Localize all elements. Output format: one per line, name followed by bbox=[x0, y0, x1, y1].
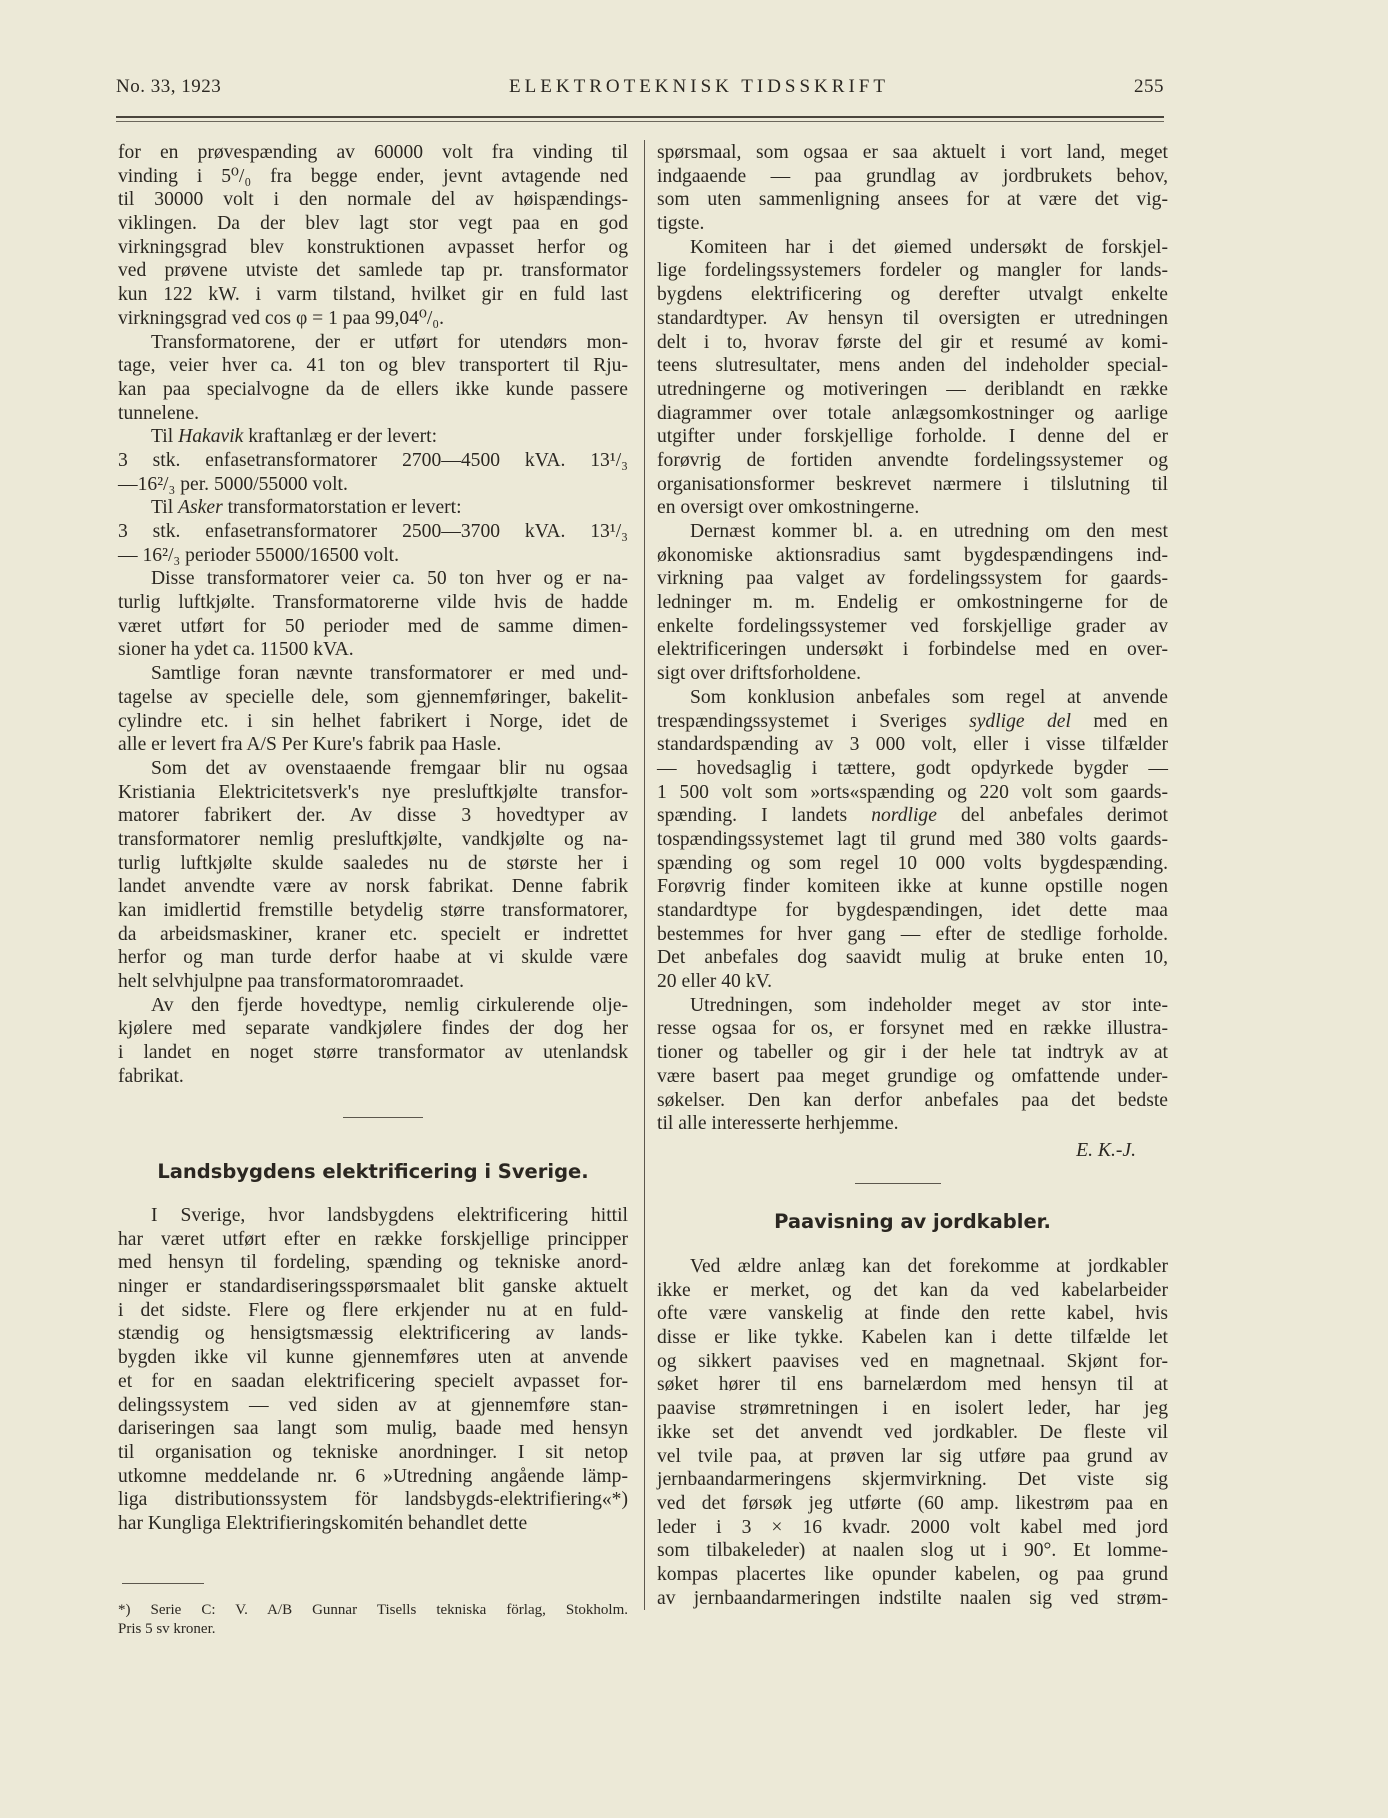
journal-title: ELEKTROTEKNISK TIDSSKRIFT bbox=[509, 76, 889, 97]
text-segment: del anbefales derimot bbox=[936, 805, 1168, 827]
italic-term: sydlige del bbox=[969, 710, 1071, 732]
text-line: ikke set det anvendt ved jordkabler. De fleste vil bbox=[657, 1421, 1168, 1443]
text-line: turlig luftkjølte skulde saaledes nu de største her i bbox=[118, 852, 628, 874]
text-segment: Til bbox=[151, 426, 179, 448]
text-line: ved prøvene utviste det samlede tap pr. transformator bbox=[118, 260, 628, 282]
page-number: 255 bbox=[1134, 76, 1164, 97]
text-line: bygdens elektrificering og derefter utvalgt enkelte bbox=[657, 284, 1168, 306]
footnote-rule bbox=[122, 1583, 204, 1584]
footnote-line: Pris 5 sv kroner. bbox=[118, 1621, 216, 1637]
text-line: standardtyper. Av hensyn til oversigten er utredningen bbox=[657, 307, 1168, 329]
text-line bbox=[657, 710, 1168, 734]
text-line: Komiteen har i det øiemed undersøkt de forskjel- bbox=[690, 236, 1168, 258]
text-line: Som det av ovenstaaende fremgaar blir nu ogsaa bbox=[151, 757, 628, 779]
text-line: utredningerne og motiveringen — deriblandt en række bbox=[657, 378, 1168, 400]
text-segment: transformatorstation er levert: bbox=[222, 497, 462, 519]
text-line: virkning paa valget av fordelingssystem for gaards- bbox=[657, 568, 1168, 590]
text-line: kjølere med separate vandkjølere findes der dog her bbox=[118, 1018, 628, 1040]
text-line bbox=[657, 804, 1168, 828]
text-line: ikke er merket, og det kan da ved kabelarbeider bbox=[657, 1279, 1168, 1301]
header-rule-thin bbox=[116, 121, 1164, 122]
text-line: diagrammer over totale anlægsomkostninger og aarlige bbox=[657, 402, 1168, 424]
text-line: da arbeidsmaskiner, kraner etc. specielt er indrettet bbox=[118, 923, 628, 945]
text-line: 1 500 volt som »orts«spænding og 220 volt som gaards- bbox=[657, 781, 1168, 803]
text-line: til 30000 volt i den normale del av høispændings- bbox=[118, 189, 628, 211]
text-line: Samtlige foran nævnte transformatorer er med und- bbox=[151, 663, 628, 685]
text-line: til alle interesserte herhjemme. bbox=[657, 1113, 899, 1135]
text-line: kan paa specialvogne da de ellers ikke kunde passere bbox=[118, 378, 628, 400]
text-line: resse ogsaa for os, er forsynet med en række illustra- bbox=[657, 1018, 1168, 1040]
text-line: i det sidste. Flere og flere erkjender nu at en fuld- bbox=[118, 1299, 628, 1321]
text-line: et for en saadan elektrificering specielt avpasset for- bbox=[118, 1370, 628, 1392]
text-line: alle er levert fra A/S Per Kure's fabrik paa Hasle. bbox=[118, 734, 502, 756]
text-line: jernbaandarmeringens skjermvirkning. Det viste sig bbox=[657, 1469, 1168, 1491]
text-line: Av den fjerde hovedtype, nemlig cirkulerende olje- bbox=[151, 994, 628, 1016]
section-separator bbox=[343, 1117, 423, 1118]
article-body-continued bbox=[657, 141, 1168, 1136]
text-line: dariseringen saa langt som mulig, baade med hensyn bbox=[118, 1418, 628, 1440]
text-line: Det anbefales dog saavidt mulig at bruke enten 10, bbox=[657, 947, 1168, 969]
text-line: vel tvile paa, at prøven lar sig utføre paa grund av bbox=[657, 1445, 1168, 1467]
text-line: søket hører til ens barnelærdom med hensyn til at bbox=[657, 1374, 1168, 1396]
text-line: bestemmes for hver gang — efter de stedlige forholde. bbox=[657, 923, 1168, 945]
column-divider bbox=[644, 140, 645, 1610]
text-line: kompas placertes like opunder kabelen, og paa grund bbox=[657, 1563, 1168, 1585]
text-segment: med en bbox=[1070, 710, 1168, 732]
header-rule bbox=[116, 116, 1164, 118]
text-line: tagelse av specielle dele, som gjennemføringer, bakelit- bbox=[118, 686, 628, 708]
text-line: viklingen. Da der blev lagt stor vegt paa en god bbox=[118, 213, 628, 235]
text-line: kun 122 kW. i varm tilstand, hvilket gir en fuld last bbox=[118, 284, 628, 306]
text-segment: kraftanlæg er der levert: bbox=[243, 426, 438, 448]
article-heading: Landsbygdens elektrificering i Sverige. bbox=[157, 1160, 589, 1183]
text-line: spørsmaal, som ogsaa er saa aktuelt i vort land, meget bbox=[657, 142, 1168, 163]
text-line: av jernbaandarmeringen indstilte naalen sig ved strøm- bbox=[657, 1587, 1168, 1609]
text-line: Som konklusion anbefales som regel at anvende bbox=[690, 686, 1168, 708]
text-line: standardspænding av 3 000 volt, eller i visse tilfælder bbox=[657, 734, 1168, 756]
text-line: tioner og tabeller og gir i der hele tat indtryk av at bbox=[657, 1042, 1168, 1064]
text-line: leder i 3 × 16 kvadr. 2000 volt kabel med jord bbox=[657, 1516, 1168, 1538]
text-line: lige fordelingssystemers fordeler og mangler for lands- bbox=[657, 260, 1168, 282]
text-line: turlig luftkjølte. Transformatorerne vilde hvis de hadde bbox=[118, 592, 628, 614]
italic-term: Asker bbox=[178, 497, 223, 519]
text-segment: Til bbox=[151, 497, 179, 519]
text-line: indgaaende — paa grundlag av jordbrukets behov, bbox=[657, 165, 1168, 187]
text-line: helt selvhjulpne paa transformatoromraadet. bbox=[118, 971, 465, 993]
article-body bbox=[118, 1204, 628, 1536]
text-line: sioner ha ydet ca. 11500 kVA. bbox=[118, 639, 354, 661]
text-line: Disse transformatorer veier ca. 50 ton hver og er na- bbox=[151, 568, 628, 590]
text-line: har Kungliga Elektrifieringskomitén behandlet dette bbox=[118, 1512, 528, 1534]
text-line: økonomiske aktionsradius samt bygdespændingens ind- bbox=[657, 544, 1168, 566]
text-line bbox=[118, 425, 628, 449]
italic-term: Hakavik bbox=[178, 426, 244, 448]
text-line: 3 stk. enfasetransformatorer 2500—3700 kVA. 13¹/₃ bbox=[118, 521, 628, 542]
italic-term: nordlige bbox=[871, 805, 937, 827]
text-line: forøvrig de fortiden anvendte fordelingssystemer og bbox=[657, 449, 1168, 471]
text-line: delingssystem — ved siden av at gjennemføre stan- bbox=[118, 1394, 628, 1416]
text-line: i landet en noget større transformator av utenlandsk bbox=[118, 1042, 628, 1064]
text-line: Forøvrig finder komiteen ikke at kunne opstille nogen bbox=[657, 876, 1168, 898]
text-line: utkomne meddelande nr. 6 »Utredning angående lämp- bbox=[118, 1465, 628, 1487]
text-line: herfor og man turde derfor haabe at vi skulde være bbox=[118, 947, 628, 969]
text-line: kan imidlertid fremstille betydelig større transformatorer, bbox=[118, 900, 628, 921]
text-segment: spænding. I landets bbox=[657, 805, 872, 827]
text-line: ved det førsøk jeg utførte (60 amp. likestrøm paa en bbox=[657, 1492, 1168, 1514]
text-line: tigste. bbox=[657, 213, 705, 235]
text-line: være basert paa meget grundige og omfattende under- bbox=[657, 1065, 1168, 1087]
text-line: ofte være vanskelig at finde den rette kabel, hvis bbox=[657, 1303, 1168, 1325]
text-line: til organisation og tekniske anordninger. I sit netop bbox=[118, 1441, 628, 1463]
text-line: og sikkert paavises ved en magnetnaal. Skjønt for- bbox=[657, 1350, 1168, 1372]
text-line: stændig og hensigtsmæssig elektrificering av lands- bbox=[118, 1323, 628, 1345]
text-line: for en prøvespænding av 60000 volt fra vinding til bbox=[118, 142, 628, 163]
author-signature: E. K.-J. bbox=[1076, 1140, 1136, 1161]
left-column-text bbox=[118, 141, 628, 1089]
text-line bbox=[118, 496, 628, 520]
text-line: en oversigt over omkostningerne. bbox=[657, 497, 920, 519]
text-line: virkningsgrad ved cos φ = 1 paa 99,04⁰/₀. bbox=[118, 307, 444, 329]
text-segment: trespændingssystemet i Sveriges bbox=[657, 710, 970, 732]
text-line: tage, veier hver ca. 41 ton og blev transportert til Rju- bbox=[118, 355, 628, 377]
text-line: ninger er standardiseringsspørsmaalet blit ganske aktuelt bbox=[118, 1276, 628, 1298]
text-line: I Sverige, hvor landsbygdens elektrificering hittil bbox=[151, 1205, 628, 1226]
text-line: teens slutresultater, mens anden del indeholder special- bbox=[657, 355, 1168, 377]
footnote bbox=[118, 1601, 628, 1639]
text-line: tunnelene. bbox=[118, 402, 200, 424]
text-line: disse er like tykke. Kabelen kan i dette tilfælde let bbox=[657, 1327, 1168, 1349]
text-line: enkelte fordelingssystemer ved forskjellige grader av bbox=[657, 615, 1168, 637]
text-line: tospændingssystemet lagt til grund med 380 volts gaards- bbox=[657, 828, 1168, 850]
text-line: delt i to, hvorav første del gir et resumé av komi- bbox=[657, 331, 1168, 353]
text-line: fabrikat. bbox=[118, 1065, 184, 1087]
text-line: 20 eller 40 kV. bbox=[657, 971, 773, 993]
text-line: sigt over driftsforholdene. bbox=[657, 663, 862, 685]
text-line: søkelser. Den kan derfor anbefales paa det bedste bbox=[657, 1089, 1168, 1111]
text-line: landet anvendte være av norsk fabrikat. Denne fabrik bbox=[118, 876, 628, 898]
text-line: som uten sammenligning ansees for at være det vig- bbox=[657, 189, 1168, 211]
text-line: utgifter under forskjellige forholde. I denne del er bbox=[657, 426, 1168, 448]
issue-number: No. 33, 1923 bbox=[116, 76, 222, 97]
text-line: Kristiania Elektricitetsverk's nye presluftkjølte transfor- bbox=[118, 781, 628, 803]
text-line: været utført for 50 perioder med de samme dimen- bbox=[118, 615, 628, 637]
text-line: — hovedsaglig i tættere, godt opdyrkede bygder — bbox=[657, 757, 1168, 779]
text-line: paavise strømretningen i en isolert leder, har jeg bbox=[657, 1398, 1168, 1420]
article-heading: Paavisning av jordkabler. bbox=[774, 1210, 1051, 1233]
text-line: elektrificeringen undersøkt i forbindelse med en over- bbox=[657, 639, 1168, 661]
text-line: har været utført efter en række forskjellige principper bbox=[118, 1228, 628, 1250]
article-body bbox=[657, 1255, 1168, 1610]
text-line: matorer fabrikert der. Av disse 3 hovedtyper av bbox=[118, 805, 628, 827]
text-line: — 16²/₃ perioder 55000/16500 volt. bbox=[118, 544, 399, 566]
text-line: cylindre etc. i sin helhet fabrikert i Norge, idet de bbox=[118, 710, 628, 732]
text-line: Utredningen, som indeholder meget av stor inte- bbox=[690, 994, 1168, 1016]
text-line: —16²/₃ per. 5000/55000 volt. bbox=[118, 473, 348, 495]
section-separator bbox=[855, 1183, 941, 1184]
text-line: bygden ikke vil kunne gjennemføres uten at anvende bbox=[118, 1347, 628, 1369]
text-line: med hensyn til fordeling, spænding og tekniske anord- bbox=[118, 1252, 628, 1274]
text-line: liga distributionssystem för landsbygds-elektrifiering«*) bbox=[118, 1489, 628, 1511]
text-line: transformatorer nemlig presluftkjølte, vandkjølte og na- bbox=[118, 828, 628, 850]
text-line: spænding og som regel 10 000 volts bygdespænding. bbox=[657, 852, 1168, 874]
text-line: 3 stk. enfasetransformatorer 2700—4500 kVA. 13¹/₃ bbox=[118, 449, 628, 471]
text-line: som tilbakeleder) at naalen slog ut i 90°. Et lomme- bbox=[657, 1540, 1168, 1562]
footnote-line: *) Serie C: V. A/B Gunnar Tisells tekniska förlag, Stokholm. bbox=[118, 1602, 628, 1618]
text-line: virkningsgrad blev konstruktionen avpasset herfor og bbox=[118, 236, 628, 258]
text-line: organisationsformer beskrevet nærmere i tilslutning til bbox=[657, 473, 1168, 495]
text-line: vinding i 5⁰/₀ fra begge ender, jevnt avtagende ned bbox=[118, 165, 628, 187]
text-line: ledninger m. m. Endelig er omkostningerne for de bbox=[657, 592, 1168, 614]
text-line: Transformatorene, der er utført for utendørs mon- bbox=[151, 331, 628, 353]
text-line: standardtype for bygdespændingen, idet dette maa bbox=[657, 900, 1168, 921]
text-line: Ved ældre anlæg kan det forekomme at jordkabler bbox=[690, 1256, 1168, 1277]
text-line: Dernæst kommer bl. a. en utredning om den mest bbox=[690, 521, 1168, 542]
